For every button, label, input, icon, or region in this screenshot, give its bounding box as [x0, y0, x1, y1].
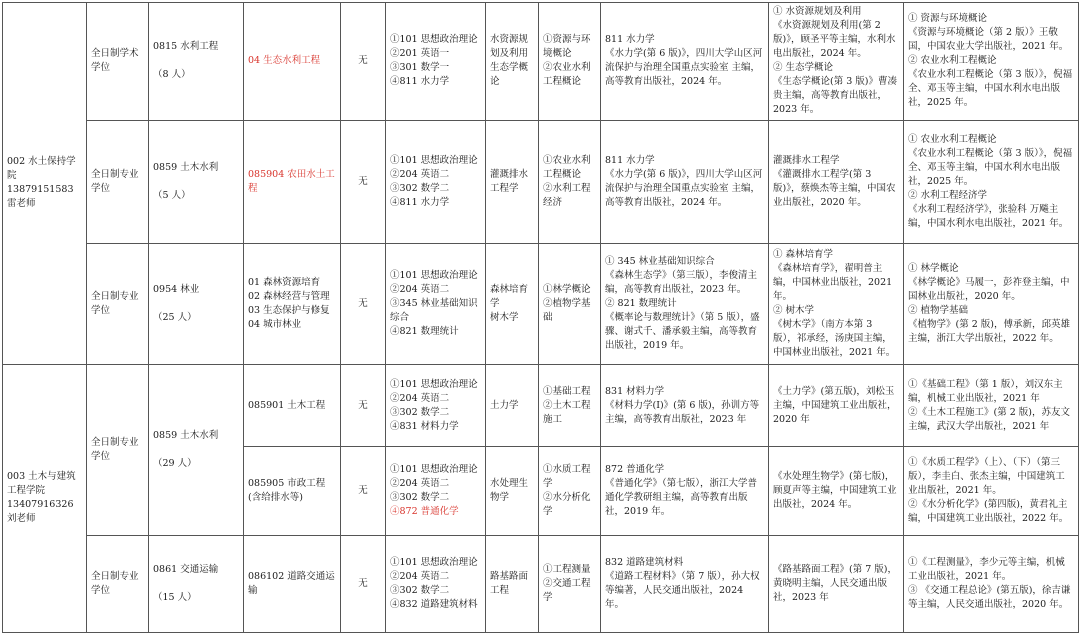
degree-type-cell-text: 全日制专业学位 — [91, 571, 139, 597]
retest-bibliography-cell — [769, 120, 904, 243]
tongkao-cell-text: 无 — [358, 55, 368, 67]
exam-bibliography-cell — [601, 364, 769, 447]
table-row — [3, 120, 1079, 243]
retest-subject-cell — [486, 120, 539, 243]
exam-bibliography-cell — [601, 447, 769, 536]
exam-subjects-cell-text: ①101 思想政治理论 ②204 英语二 ③302 数学二 ④831 材料力学 — [390, 378, 478, 432]
retest-subject-cell-text: 路基路面工程 — [490, 571, 529, 597]
exam-subjects-cell-text: ①101 思想政治理论 ②204 英语二 ③302 数学二 ④811 水力学 — [390, 154, 478, 208]
tongkao-cell — [341, 243, 386, 364]
retest-bibliography-cell-text: 灌溉排水工程学 《灌溉排水工程学(第 3 版)》，蔡焕杰等主编，中国农业出版社，2020 年。 — [773, 154, 896, 208]
exam-subjects-cell — [386, 120, 486, 243]
equivalent-subjects-cell-text: ①工程测量 ②交通工程学 — [543, 564, 591, 604]
equivalent-subjects-cell — [539, 243, 601, 364]
table-row — [3, 3, 1079, 121]
major-cell-text: 0859 土木水利 （29 人） — [153, 430, 219, 470]
retest-subject-cell — [486, 243, 539, 364]
tongkao-cell-text: 无 — [358, 175, 368, 187]
direction-cell — [244, 364, 341, 447]
retest-bibliography-cell-text: 《路基路面工程》(第 7 版)，黄晓明主编，人民交通出版社，2023 年 — [773, 564, 897, 604]
retest-subject-cell — [486, 536, 539, 633]
equivalent-subjects-cell-text: ①水质工程学 ②水分析化学 — [543, 464, 591, 518]
direction-cell-text: 086102 道路交通运输 — [248, 571, 335, 597]
exam-bibliography-cell — [601, 243, 769, 364]
equivalent-subjects-cell — [539, 536, 601, 633]
equivalent-bibliography-cell — [904, 536, 1079, 633]
direction-cell — [244, 243, 341, 364]
college-cell — [3, 3, 87, 365]
tongkao-cell — [341, 364, 386, 447]
retest-subject-cell-text: 水处理生物学 — [490, 478, 529, 504]
equivalent-bibliography-cell-text: ①《水质工程学》（上）、（下）（第三版），李圭白、张杰主编，中国建筑工业出版社，2021 年。 ②《水分析化学》(第四版)，黄君礼主编，中国建筑工业出版社，2022 年。 — [908, 457, 1069, 525]
direction-cell-text: 04 生态水利工程 — [248, 55, 321, 67]
major-cell-text: 0859 土木水利 （5 人） — [153, 161, 219, 201]
tongkao-cell — [341, 120, 386, 243]
direction-cell-text: 01 森林资源培育 02 森林经营与管理 03 生态保护与修复 04 城市林业 — [248, 276, 330, 330]
equivalent-subjects-cell — [539, 120, 601, 243]
exam-bibliography-cell — [601, 3, 769, 121]
equivalent-bibliography-cell-text: ①《基础工程》（第 1 版），刘汉东主编，机械工业出版社，2021 年 ②《土木工程施工》(第 2 版)，苏友文主编，武汉大学出版社，2021 年 — [908, 378, 1070, 432]
retest-bibliography-cell — [769, 536, 904, 633]
exam-bibliography-cell-text: 831 材料力学 《材料力学(I)》(第 6 版)，孙训方等主编，高等教育出版社，2023 年 — [605, 385, 760, 425]
exam-subjects-cell — [386, 364, 486, 447]
degree-type-cell — [87, 243, 149, 364]
degree-type-cell-text: 全日制专业学位 — [91, 290, 139, 316]
exam-subjects-cell-text: ①101 思想政治理论 ②201 英语一 ③301 数学一 ④811 水力学 — [390, 34, 478, 88]
exam-subjects-cell — [386, 447, 486, 536]
retest-bibliography-cell — [769, 364, 904, 447]
degree-type-cell-text: 全日制学术学位 — [91, 48, 139, 74]
retest-bibliography-cell — [769, 3, 904, 121]
retest-subject-cell — [486, 3, 539, 121]
tongkao-cell — [341, 536, 386, 633]
retest-subject-cell-text: 水资源规划及利用生态学概论 — [490, 34, 529, 88]
retest-bibliography-cell-text: 《土力学》(第五版)，刘松玉主编，中国建筑工业出版社，2020 年 — [773, 385, 897, 425]
table-row — [3, 364, 1079, 447]
exam-subjects-cell-text: ①101 思想政治理论 ②204 英语二 ③302 数学二 ④832 道路建筑材料 — [390, 557, 478, 611]
equivalent-subjects-cell — [539, 3, 601, 121]
retest-bibliography-cell-text: ① 水资源规划及利用 《水资源规划及利用(第 2 版)》，顾圣平等主编，水利水电出版社，2024 年。 ② 生态学概论 《生态学概论(第 3 版)》曹凑贵主编，高等教育出版社，2023 年。 — [773, 6, 897, 116]
equivalent-subjects-cell-text: ①农业水利工程概论 ②水利工程经济 — [543, 154, 591, 208]
exam-subjects-cell — [386, 3, 486, 121]
exam-bibliography-cell — [601, 120, 769, 243]
retest-subject-cell-text: 土力学 — [490, 399, 519, 411]
exam-bibliography-cell — [601, 536, 769, 633]
direction-cell — [244, 120, 341, 243]
equivalent-bibliography-cell-text: ①《工程测量》，李少元等主编，机械工业出版社，2021 年。 ③ 《交通工程总论》(第五版)，徐吉谦等主编，人民交通出版社，2020 年。 — [908, 557, 1071, 611]
tongkao-cell-text: 无 — [358, 485, 368, 497]
tongkao-cell-text: 无 — [358, 399, 368, 411]
degree-type-cell — [87, 120, 149, 243]
table-row — [3, 536, 1079, 633]
equivalent-bibliography-cell — [904, 243, 1079, 364]
major-cell-text: 0954 林业 （25 人） — [153, 283, 200, 323]
major-cell — [149, 536, 244, 633]
direction-cell — [244, 536, 341, 633]
exam-bibliography-cell-text: 811 水力学 《水力学(第 6 版)》，四川大学山区河流保护与治理全国重点实验室 主编，高等教育出版社，2024 年。 — [605, 34, 763, 88]
direction-cell — [244, 447, 341, 536]
exam-bibliography-cell-text: 872 普通化学 《普通化学》（第七版），浙江大学普通化学教研组主编，高等教育出版社，2019 年。 — [605, 464, 758, 518]
retest-subject-cell-text: 森林培育学 树木学 — [490, 283, 529, 323]
exam-subjects-cell — [386, 536, 486, 633]
tongkao-cell — [341, 3, 386, 121]
retest-subject-cell — [486, 447, 539, 536]
college-cell-text: 002 水土保持学院 13879151583 雷老师 — [7, 156, 76, 210]
direction-cell-text: 085901 土木工程 — [248, 399, 326, 411]
equivalent-subjects-cell-text: ①资源与环境概论 ②农业水利工程概论 — [543, 34, 591, 88]
exam-subjects-cell-text: ①101 思想政治理论 ②204 英语二 ③302 数学二 — [390, 464, 478, 504]
admissions-table — [2, 2, 1079, 633]
retest-bibliography-cell-text: 《水处理生物学》(第七版)，顾夏声等主编，中国建筑工业出版社，2024 年。 — [773, 471, 897, 511]
tongkao-cell — [341, 447, 386, 536]
retest-bibliography-cell — [769, 447, 904, 536]
equivalent-subjects-cell-text: ①林学概论 ②植物学基础 — [543, 283, 591, 323]
major-cell-text: 0861 交通运输 （15 人） — [153, 564, 219, 604]
major-cell — [149, 3, 244, 121]
exam-bibliography-cell-text: ① 345 林业基础知识综合 《森林生态学》（第三版），李俊清主编，高等教育出版社，2023 年。 ② 821 数理统计 《概率论与数理统计》（第 5 版），盛骤、谢式千、潘承毅主编，高等教育出版社，2019 年。 — [605, 255, 760, 351]
exam-bibliography-cell-text: 832 道路建筑材料 《道路工程材料》（第 7 版），孙大权等编著，人民交通出版社，2024 年。 — [605, 557, 760, 611]
degree-type-cell — [87, 3, 149, 121]
table-row — [3, 243, 1079, 364]
major-cell — [149, 243, 244, 364]
direction-cell — [244, 3, 341, 121]
direction-cell-text: 085904 农田水土工程 — [248, 168, 335, 194]
college-cell — [3, 364, 87, 632]
exam-subjects-cell — [386, 243, 486, 364]
degree-type-cell — [87, 536, 149, 633]
equivalent-bibliography-cell-text: ① 林学概论 《林学概论》马履一，彭祚登主编，中国林业出版社，2020 年。 ② 植物学基础 《植物学》(第 2 版)，傅承新，邱英雄主编，浙江大学出版社，2022 年。 — [908, 262, 1070, 344]
degree-type-cell-text: 全日制专业学位 — [91, 437, 139, 463]
exam-subject-highlight: ④872 普通化学 — [390, 506, 459, 518]
college-cell-text: 003 土木与建筑工程学院 13407916326 刘老师 — [7, 471, 76, 525]
retest-bibliography-cell-text: ① 森林培育学 《森林培育学》，翟明普主编，中国林业出版社，2021 年。 ② 树木学 《树木学》（南方本第 3 版），祁承经，汤庚国主编，中国林业出版社，2021 年。 — [773, 248, 896, 358]
tongkao-cell-text: 无 — [358, 578, 368, 590]
major-cell — [149, 364, 244, 535]
degree-type-cell — [87, 364, 149, 535]
equivalent-bibliography-cell-text: ① 农业水利工程概论 《农业水利工程概论（第 3 版）》，倪福全、邓玉等主编，中国水利水电出版社，2025 年。 ② 水利工程经济学 《水利工程经济学》，张验科 万飚主编，中国水利水电出版社，2021 年。 — [908, 133, 1073, 229]
equivalent-bibliography-cell — [904, 120, 1079, 243]
exam-bibliography-cell-text: 811 水力学 《水力学(第 6 版)》，四川大学山区河流保护与治理全国重点实验室 主编，高等教育出版社，2024 年。 — [605, 154, 763, 208]
equivalent-bibliography-cell — [904, 447, 1079, 536]
major-cell — [149, 120, 244, 243]
exam-subjects-cell-text: ①101 思想政治理论 ②204 英语二 ③345 林业基础知识综合 ④821 数理统计 — [390, 269, 478, 337]
equivalent-subjects-cell — [539, 364, 601, 447]
equivalent-bibliography-cell-text: ① 资源与环境概论 《资源与环境概论（第 2 版）》王敬国，中国农业大学出版社，2021 年。 ② 农业水利工程概论 《农业水利工程概论（第 3 版）》，倪福全、邓玉等主编，中国水利水电出版社，2025 年。 — [908, 13, 1073, 109]
equivalent-bibliography-cell — [904, 3, 1079, 121]
admissions-table-body — [3, 3, 1079, 633]
equivalent-subjects-cell — [539, 447, 601, 536]
equivalent-subjects-cell-text: ①基础工程 ②土木工程施工 — [543, 385, 591, 425]
major-cell-text: 0815 水利工程 （8 人） — [153, 41, 219, 81]
retest-subject-cell — [486, 364, 539, 447]
direction-cell-text: 085905 市政工程(含给排水等) — [248, 478, 326, 504]
equivalent-bibliography-cell — [904, 364, 1079, 447]
retest-subject-cell-text: 灌溉排水工程学 — [490, 168, 529, 194]
tongkao-cell-text: 无 — [358, 297, 368, 309]
degree-type-cell-text: 全日制专业学位 — [91, 168, 139, 194]
retest-bibliography-cell — [769, 243, 904, 364]
